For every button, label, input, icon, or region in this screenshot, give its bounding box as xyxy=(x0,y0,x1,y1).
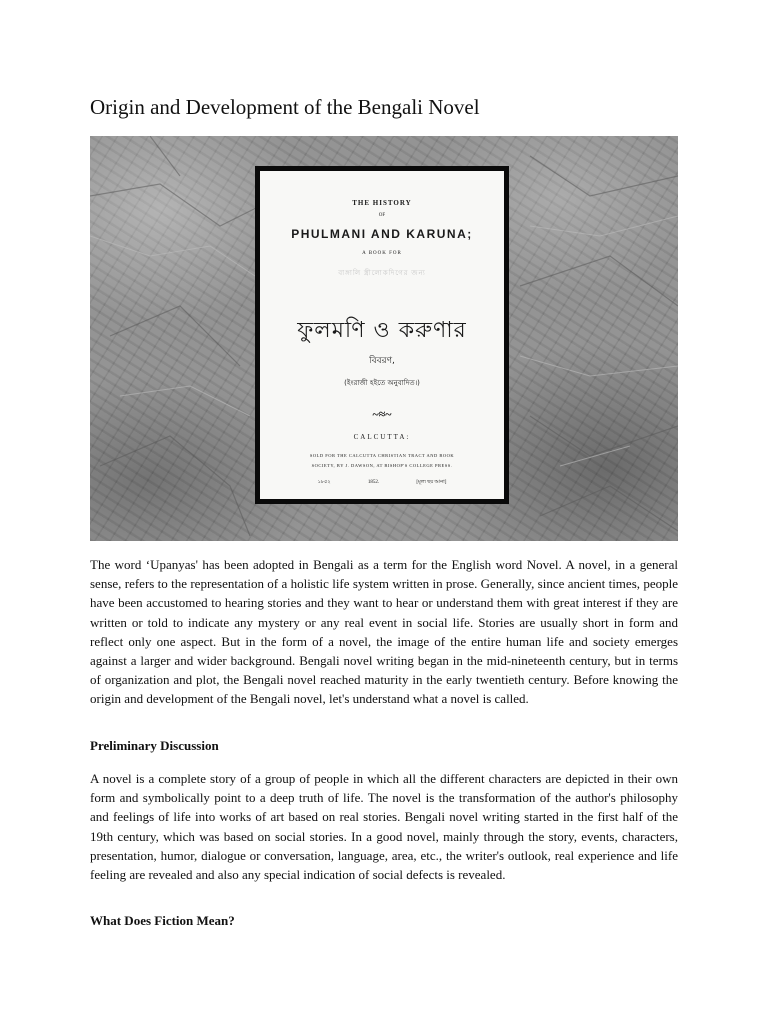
intro-paragraph: The word ‘Upanyas' has been adopted in Bengali as a term for the English word Novel. A novel, in a general sense, refers to the representation of a holistic life system written in prose. Generally, since ancient times, people have been accustomed to hearing stories and they want to hear or understand them with great interest if they are written or told to indicate any mystery or any real event in social life. Stories are usually short in form and reflect only one aspect. But in the form of a novel, the image of the entire human life and society emerges against a larger and wider background. Bengali novel writing began in the mid-nineteenth century, but in terms of organization and plot, the Bengali novel reached maturity in the early twentieth century. Before knowing the origin and development of the Bengali novel, let's understand what a novel is called. xyxy=(90,557,678,707)
cover-footer-row xyxy=(260,479,504,487)
cover-line-of: OF xyxy=(378,213,386,218)
cover-faded-line: বাঙ্গালি স্ত্রীলোকদিগের জন্য xyxy=(338,269,426,277)
heading-what-does-fiction-mean: What Does Fiction Mean? xyxy=(90,913,235,928)
heading-preliminary-discussion: Preliminary Discussion xyxy=(90,738,219,753)
cover-printer-line-2: SOCIETY, BY J. DAWSON, AT BISHOP'S COLLEGE PRESS. xyxy=(311,463,453,468)
cover-footer-year: 1852. xyxy=(367,480,380,485)
cover-line-book: A BOOK FOR xyxy=(362,251,402,256)
cover-ornament: ~≈~ xyxy=(372,407,392,421)
cover-line-history: THE HISTORY xyxy=(352,199,412,207)
preliminary-paragraph: A novel is a complete story of a group of people in which all the different characters are depicted in their own form and symbolically point to a deep truth of life. The novel is the transformation of the author's philosophy and feelings of life into works of art based on real stories. Bengali novel writing started in the first half of the 19th century, which was based on social stories. In a good novel, mainly through the story, events, characters, presentation, humor, dialogue or conversation, language, area, etc., the writer's outlook, real experience and life feeling are revealed and also any special indication of social defects is revealed. xyxy=(90,771,678,883)
cover-footer-right: [মূল্য ছয় আনা] xyxy=(416,480,447,485)
cover-main-title: PHULMANI AND KARUNA; xyxy=(291,227,473,241)
book-cover xyxy=(255,166,509,504)
document-title: Origin and Development of the Bengali Novel xyxy=(90,95,480,119)
cover-city: CALCUTTA: xyxy=(353,433,411,441)
cover-printer-line-1: SOLD FOR THE CALCUTTA CHRISTIAN TRACT AND BOOK xyxy=(309,453,455,458)
cover-footer-left: ১৮৫২ xyxy=(317,480,331,485)
cover-bengali-note: (ইংরাজী হইতে অনুবাদিত।) xyxy=(344,379,420,387)
cover-bengali-subtitle: বিবরণ, xyxy=(369,356,395,366)
book-cover-photo xyxy=(90,136,678,541)
cover-bengali-title: ফুলমণি ও করুণার xyxy=(297,318,467,343)
